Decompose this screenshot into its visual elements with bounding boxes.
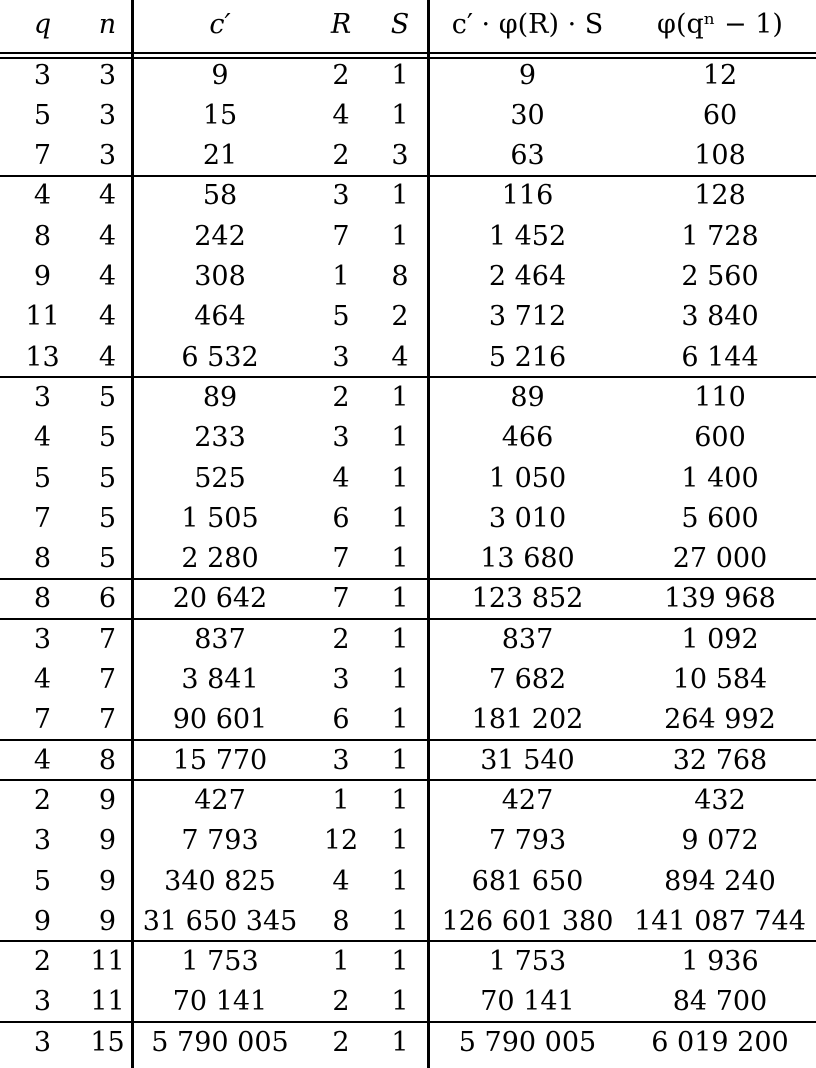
header-phi-label: φ(qⁿ − 1) bbox=[657, 8, 783, 40]
cell-q: 3 bbox=[33, 623, 52, 655]
cell-n: 3 bbox=[98, 99, 117, 131]
cell-n: 7 bbox=[98, 664, 117, 695]
group-separator bbox=[0, 376, 816, 378]
cell-product: 3 010 bbox=[488, 502, 567, 534]
cell-r: 2 bbox=[332, 140, 350, 172]
cell-r: 2 bbox=[332, 59, 350, 91]
cell-phi: 9 072 bbox=[681, 825, 759, 857]
header-product bbox=[430, 6, 625, 42]
cell-phi: 894 240 bbox=[664, 865, 776, 897]
cell-s: 1 bbox=[391, 543, 409, 575]
cell-n: 7 bbox=[98, 623, 117, 655]
cell-product: 181 202 bbox=[471, 704, 584, 736]
cell-r: 7 bbox=[332, 543, 350, 575]
cell-q: 4 bbox=[33, 744, 52, 776]
cell-q: 8 bbox=[33, 543, 52, 575]
header-n bbox=[80, 6, 135, 42]
cell-q: 3 bbox=[33, 1026, 52, 1058]
header-c-prime-label: c′ bbox=[209, 8, 231, 40]
cell-n: 4 bbox=[98, 180, 117, 212]
cell-product: 427 bbox=[501, 784, 554, 816]
cell-n: 11 bbox=[90, 946, 125, 978]
cell-r: 8 bbox=[332, 905, 350, 937]
cell-q: 4 bbox=[33, 664, 52, 695]
cell-q: 7 bbox=[33, 704, 52, 736]
cell-s: 1 bbox=[391, 905, 409, 937]
cell-phi: 141 087 744 bbox=[634, 905, 806, 937]
cell-c-prime: 70 141 bbox=[172, 986, 268, 1018]
cell-phi: 108 bbox=[694, 140, 746, 172]
cell-n: 4 bbox=[98, 301, 117, 333]
cell-product: 13 680 bbox=[480, 543, 575, 575]
cell-q: 3 bbox=[33, 986, 52, 1018]
cell-phi: 1 728 bbox=[681, 220, 759, 252]
header-n-label: n bbox=[98, 8, 117, 40]
header-phi bbox=[625, 6, 815, 42]
header-r bbox=[312, 6, 370, 42]
cell-n: 3 bbox=[98, 59, 117, 91]
cell-product: 5 790 005 bbox=[458, 1026, 597, 1058]
cell-phi: 432 bbox=[694, 784, 746, 816]
cell-phi: 264 992 bbox=[664, 704, 776, 736]
cell-r: 4 bbox=[332, 99, 350, 131]
cell-n: 4 bbox=[98, 341, 117, 373]
cell-c-prime: 308 bbox=[194, 261, 246, 292]
cell-s: 1 bbox=[391, 865, 409, 897]
cell-n: 8 bbox=[98, 744, 117, 776]
cell-c-prime: 1 505 bbox=[181, 502, 259, 534]
header-s bbox=[372, 6, 428, 42]
cell-c-prime: 20 642 bbox=[172, 583, 268, 615]
cell-s: 1 bbox=[391, 664, 409, 695]
cell-product: 30 bbox=[510, 99, 545, 131]
cell-n: 5 bbox=[98, 422, 117, 454]
cell-r: 2 bbox=[332, 986, 350, 1018]
cell-r: 3 bbox=[332, 664, 350, 695]
cell-s: 1 bbox=[391, 744, 409, 776]
cell-c-prime: 837 bbox=[194, 623, 246, 655]
cell-r: 1 bbox=[332, 946, 350, 978]
cell-r: 3 bbox=[332, 341, 350, 373]
cell-phi: 10 584 bbox=[672, 664, 768, 695]
cell-q: 7 bbox=[33, 140, 52, 172]
cell-s: 2 bbox=[391, 301, 409, 333]
cell-n: 4 bbox=[98, 220, 117, 252]
cell-product: 681 650 bbox=[471, 865, 584, 897]
cell-r: 7 bbox=[332, 220, 350, 252]
cell-product: 837 bbox=[501, 623, 554, 655]
cell-q: 11 bbox=[25, 301, 60, 333]
cell-c-prime: 7 793 bbox=[181, 825, 259, 857]
cell-phi: 1 092 bbox=[681, 623, 759, 655]
cell-product: 9 bbox=[518, 59, 537, 91]
cell-r: 4 bbox=[332, 462, 350, 494]
cell-q: 2 bbox=[33, 784, 52, 816]
cell-product: 123 852 bbox=[471, 583, 584, 615]
cell-c-prime: 15 770 bbox=[172, 744, 268, 776]
cell-r: 5 bbox=[332, 301, 350, 333]
cell-c-prime: 21 bbox=[202, 140, 238, 172]
cell-q: 9 bbox=[33, 905, 52, 937]
cell-phi: 139 968 bbox=[664, 583, 776, 615]
cell-c-prime: 464 bbox=[194, 301, 246, 333]
cell-phi: 600 bbox=[694, 422, 746, 454]
cell-c-prime: 89 bbox=[202, 381, 238, 413]
cell-r: 6 bbox=[332, 704, 350, 736]
group-separator bbox=[0, 618, 816, 620]
cell-r: 2 bbox=[332, 381, 350, 413]
cell-s: 1 bbox=[391, 462, 409, 494]
cell-s: 1 bbox=[391, 583, 409, 615]
cell-q: 5 bbox=[33, 99, 52, 131]
cell-c-prime: 31 650 345 bbox=[142, 905, 298, 937]
cell-phi: 27 000 bbox=[672, 543, 768, 575]
cell-s: 1 bbox=[391, 946, 409, 978]
cell-s: 8 bbox=[391, 261, 409, 292]
cell-n: 5 bbox=[98, 502, 117, 534]
cell-product: 1 050 bbox=[488, 462, 567, 494]
cell-n: 9 bbox=[98, 865, 117, 897]
cell-s: 1 bbox=[391, 704, 409, 736]
cell-q: 5 bbox=[33, 865, 52, 897]
cell-r: 3 bbox=[332, 422, 350, 454]
cell-s: 1 bbox=[391, 422, 409, 454]
cell-n: 3 bbox=[98, 140, 117, 172]
cell-product: 89 bbox=[510, 381, 545, 413]
cell-s: 1 bbox=[391, 59, 409, 91]
cell-s: 1 bbox=[391, 986, 409, 1018]
cell-phi: 32 768 bbox=[672, 744, 768, 776]
cell-s: 1 bbox=[391, 1026, 409, 1058]
cell-product: 1 452 bbox=[488, 220, 567, 252]
cell-phi: 2 560 bbox=[681, 261, 759, 292]
cell-c-prime: 58 bbox=[202, 180, 238, 212]
cell-s: 1 bbox=[391, 825, 409, 857]
cell-r: 1 bbox=[332, 784, 350, 816]
header-product-label: c′ · φ(R) · S bbox=[451, 8, 604, 40]
cell-q: 8 bbox=[33, 220, 52, 252]
cell-r: 12 bbox=[323, 825, 359, 857]
cell-q: 3 bbox=[33, 381, 52, 413]
cell-r: 3 bbox=[332, 180, 350, 212]
header-rule-top bbox=[0, 52, 816, 54]
cell-s: 1 bbox=[391, 784, 409, 816]
cell-s: 1 bbox=[391, 381, 409, 413]
cell-c-prime: 2 280 bbox=[181, 543, 259, 575]
cell-r: 2 bbox=[332, 1026, 350, 1058]
group-separator bbox=[0, 578, 816, 580]
cell-product: 7 793 bbox=[488, 825, 567, 857]
group-separator bbox=[0, 1021, 816, 1023]
cell-q: 8 bbox=[33, 583, 52, 615]
group-separator bbox=[0, 739, 816, 741]
cell-r: 4 bbox=[332, 865, 350, 897]
cell-q: 4 bbox=[33, 422, 52, 454]
cell-q: 3 bbox=[33, 59, 52, 91]
cell-q: 13 bbox=[25, 341, 60, 373]
cell-n: 15 bbox=[90, 1026, 125, 1058]
cell-phi: 3 840 bbox=[681, 301, 759, 333]
cell-phi: 84 700 bbox=[672, 986, 768, 1018]
cell-n: 5 bbox=[98, 543, 117, 575]
cell-c-prime: 5 790 005 bbox=[151, 1026, 289, 1058]
group-separator bbox=[0, 779, 816, 781]
cell-q: 2 bbox=[33, 946, 52, 978]
cell-phi: 60 bbox=[702, 99, 738, 131]
cell-q: 9 bbox=[33, 261, 52, 292]
cell-r: 3 bbox=[332, 744, 350, 776]
cell-n: 7 bbox=[98, 704, 117, 736]
cell-n: 4 bbox=[98, 261, 117, 292]
cell-s: 1 bbox=[391, 502, 409, 534]
cell-product: 126 601 380 bbox=[441, 905, 614, 937]
cell-product: 63 bbox=[510, 140, 545, 172]
cell-phi: 12 bbox=[702, 59, 738, 91]
cell-n: 6 bbox=[98, 583, 117, 615]
cell-c-prime: 233 bbox=[194, 422, 246, 454]
cell-s: 1 bbox=[391, 99, 409, 131]
cell-c-prime: 525 bbox=[194, 462, 246, 494]
cell-product: 70 141 bbox=[480, 986, 575, 1018]
cell-c-prime: 3 841 bbox=[181, 664, 259, 695]
cell-c-prime: 1 753 bbox=[181, 946, 259, 978]
cell-phi: 110 bbox=[694, 381, 746, 413]
cell-product: 116 bbox=[501, 180, 554, 212]
cell-product: 7 682 bbox=[488, 664, 567, 695]
cell-s: 3 bbox=[391, 140, 409, 172]
cell-phi: 128 bbox=[694, 180, 746, 212]
header-r-label: R bbox=[330, 8, 352, 40]
cell-r: 1 bbox=[332, 261, 350, 292]
cell-c-prime: 340 825 bbox=[164, 865, 276, 897]
cell-product: 466 bbox=[501, 422, 554, 454]
cell-s: 4 bbox=[391, 341, 409, 373]
cell-n: 9 bbox=[98, 784, 117, 816]
cell-n: 9 bbox=[98, 905, 117, 937]
group-separator bbox=[0, 175, 816, 177]
header-q-label: q bbox=[33, 8, 52, 40]
header-c-prime bbox=[135, 6, 305, 42]
group-separator bbox=[0, 940, 816, 942]
cell-q: 7 bbox=[33, 502, 52, 534]
cell-r: 7 bbox=[332, 583, 350, 615]
cell-c-prime: 15 bbox=[202, 99, 238, 131]
cell-c-prime: 90 601 bbox=[172, 704, 268, 736]
cell-r: 6 bbox=[332, 502, 350, 534]
cell-product: 3 712 bbox=[488, 301, 567, 333]
cell-c-prime: 427 bbox=[194, 784, 246, 816]
cell-s: 1 bbox=[391, 623, 409, 655]
cell-q: 4 bbox=[33, 180, 52, 212]
cell-n: 9 bbox=[98, 825, 117, 857]
cell-product: 31 540 bbox=[480, 744, 575, 776]
cell-phi: 1 400 bbox=[681, 462, 759, 494]
cell-c-prime: 9 bbox=[211, 59, 229, 91]
cell-c-prime: 6 532 bbox=[181, 341, 259, 373]
cell-product: 1 753 bbox=[488, 946, 567, 978]
cell-product: 5 216 bbox=[488, 341, 567, 373]
header-s-label: S bbox=[390, 8, 410, 40]
cell-r: 2 bbox=[332, 623, 350, 655]
cell-n: 5 bbox=[98, 462, 117, 494]
cell-q: 5 bbox=[33, 462, 52, 494]
cell-s: 1 bbox=[391, 180, 409, 212]
cell-phi: 1 936 bbox=[681, 946, 759, 978]
cell-phi: 6 019 200 bbox=[651, 1026, 789, 1058]
cell-phi: 6 144 bbox=[681, 341, 759, 373]
cell-phi: 5 600 bbox=[681, 502, 759, 534]
cell-n: 11 bbox=[90, 986, 125, 1018]
cell-product: 2 464 bbox=[488, 261, 567, 292]
header-q bbox=[15, 6, 70, 42]
cell-s: 1 bbox=[391, 220, 409, 252]
cell-q: 3 bbox=[33, 825, 52, 857]
cell-c-prime: 242 bbox=[194, 220, 246, 252]
cell-n: 5 bbox=[98, 381, 117, 413]
